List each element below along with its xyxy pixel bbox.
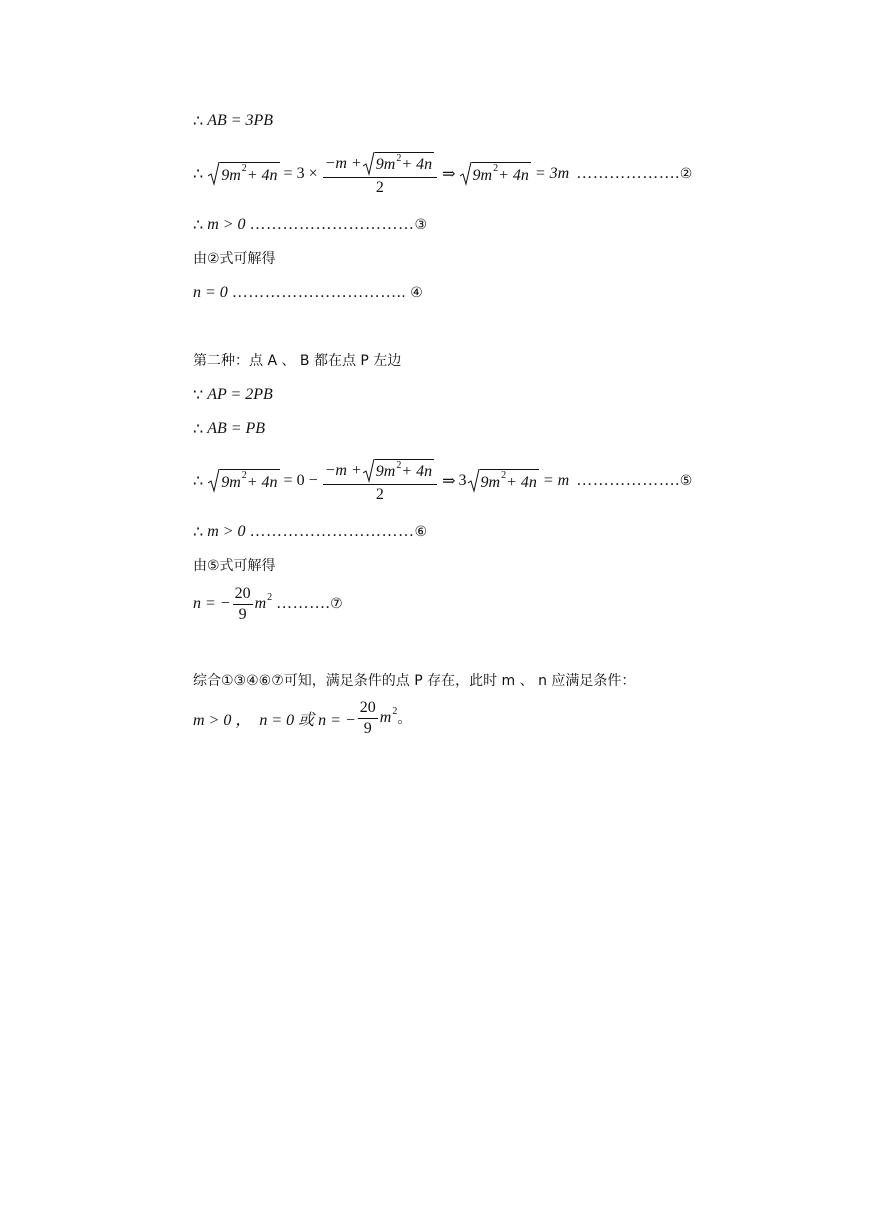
fraction: $\frac{20}{9}$ (359, 698, 376, 737)
sqrt-rhs: 9m 2 + 4n (460, 162, 531, 186)
line-n-zero: n = 0 …………………………. . ④ (193, 284, 423, 301)
equation-number: ⑥ (414, 524, 428, 540)
fraction: $\frac{20}{9}$ (234, 584, 251, 623)
therefore-symbol: ∴ (193, 166, 204, 183)
final-condition-line: m > 0 ， n = 0 或 n = − $\frac{20}{9}$ m 2 。 (193, 698, 412, 737)
sqrt-lhs: 9m 2 + 4n (208, 162, 279, 186)
radical-icon (208, 162, 220, 186)
line-m-positive-3: ∴ m > 0 ………………………… ③ (193, 216, 428, 234)
case-two-heading: 第二种：点 A 、 B 都在点 P 左边 (193, 353, 402, 369)
equation-number: ⑦ (330, 596, 343, 612)
line-equation-5: ∴ 9m 2 + 4n = 0 − −m + 9m 2 + 4n 2 ⇒ 3 9m 2 + 4n = m ………………. ⑤ (193, 459, 693, 503)
equation-number: ③ (414, 217, 428, 233)
leader-dots: ………………. (576, 472, 680, 489)
equation-number: . ④ (401, 285, 423, 301)
line-ap-2pb: ∵ AP = 2PB (193, 386, 273, 404)
leader-dots: ………………………… (249, 216, 415, 233)
radical-icon (363, 459, 375, 483)
line-ab-pb: ∴ AB = PB (193, 420, 266, 438)
eq-times: = 3 × (283, 165, 318, 182)
leader-dots: ………………. (576, 165, 680, 182)
radical-icon (460, 162, 472, 186)
radical-icon (363, 152, 375, 176)
radical-icon (468, 469, 480, 493)
radical-icon (208, 469, 220, 493)
fraction: −m + 9m 2 + 4n 2 (323, 459, 438, 504)
implies-arrow: ⇒ (442, 166, 456, 183)
equation-number: ② (679, 166, 693, 182)
therefore-symbol: ∴ (193, 113, 204, 130)
implies-arrow: ⇒ (442, 473, 456, 490)
line-solve-5: 由⑤式可解得 (193, 558, 276, 574)
summary-line: 综合①③④⑥⑦可知，满足条件的点 P 存在，此时 m 、 n 应满足条件： (193, 673, 636, 689)
equation-text: AB = 3PB (207, 112, 274, 129)
leader-dots: ………. (276, 595, 331, 612)
fraction: −m + 9m 2 + 4n 2 (323, 152, 438, 197)
leader-dots: …………………………. (231, 284, 402, 301)
line-n-fraction: n = − $\frac{20}{9}$ m 2 ………. ⑦ (193, 584, 343, 623)
line-m-positive-6: ∴ m > 0 ………………………… ⑥ (193, 523, 428, 541)
line-solve-2: 由②式可解得 (193, 251, 276, 267)
leader-dots: ………………………… (249, 523, 415, 540)
line-equation-2: ∴ 9m 2 + 4n = 3 × −m + 9m 2 + 4n 2 ⇒ 9m 2 + 4n = 3m ………………. ② (193, 152, 693, 196)
line-ab-3pb (193, 106, 273, 136)
equation-number: ⑤ (679, 473, 693, 489)
